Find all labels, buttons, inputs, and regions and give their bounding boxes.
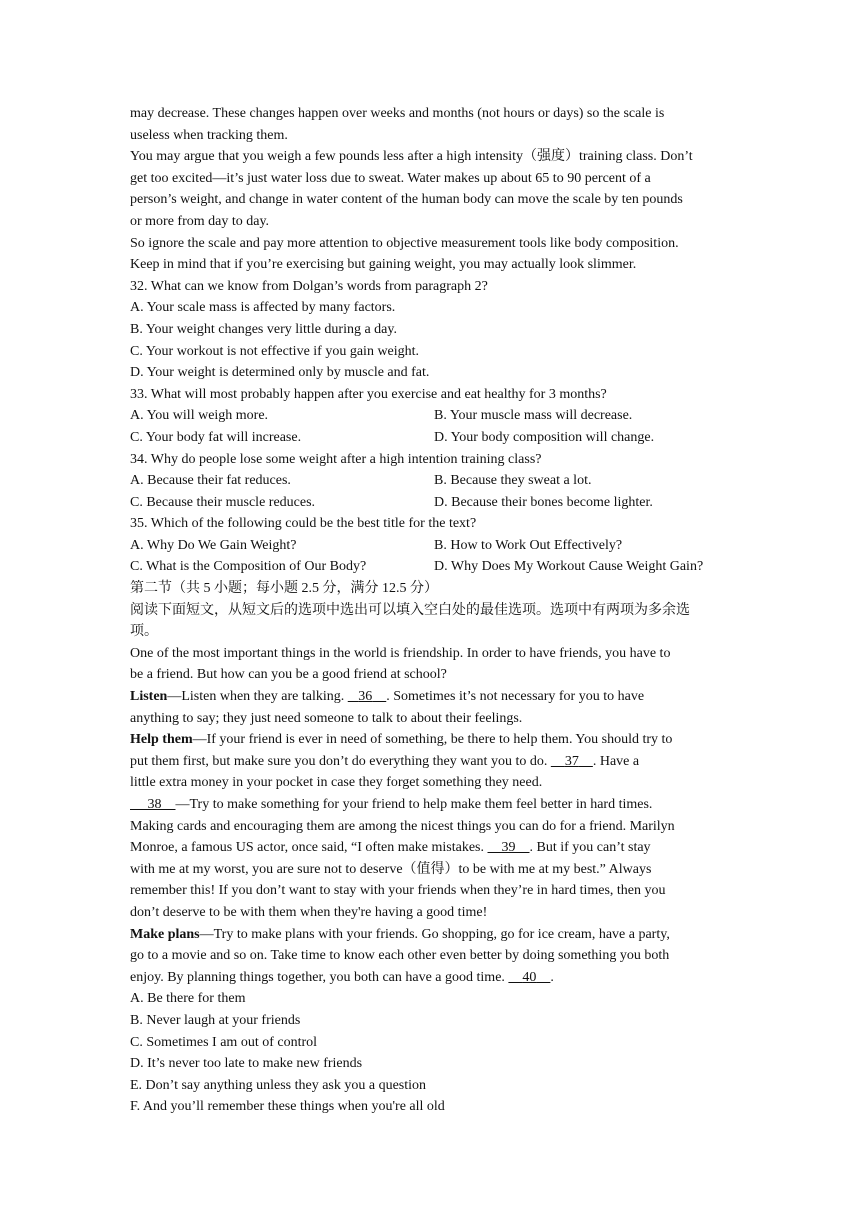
question-32-option-a: A. Your scale mass is affected by many factors. (130, 300, 396, 316)
question-34-option-b: B. Because they sweat a lot. (434, 473, 592, 489)
passage-line: One of the most important things in the world is friendship. In order to have friends, you have to (130, 645, 671, 661)
passage-line: enjoy. By planning things together, you both can have a good time. 40 . (130, 967, 735, 989)
paragraph-line: person’s weight, and change in water content of the human body can move the scale by ten pounds (130, 192, 683, 208)
subheading-listen: Listen (130, 689, 168, 705)
subheading-make-plans: Make plans (130, 926, 200, 942)
choice-option-f: F. And you’ll remember these things when you're all old (130, 1099, 445, 1115)
passage-line: Monroe, a famous US actor, once said, “I often make mistakes. 39 . But if you can’t stay (130, 837, 735, 859)
passage-line: with me at my worst, you are sure not to deserve（值得）to be with me at my best.” Always (130, 861, 652, 877)
paragraph-line: Keep in mind that if you’re exercising but gaining weight, you may actually look slimmer. (130, 257, 637, 273)
question-33-options-row (130, 427, 735, 449)
passage-line: anything to say; they just need someone to talk to about their feelings. (130, 710, 523, 726)
section-instruction: 阅读下面短文，从短文后的选项中选出可以填入空白处的最佳选项。选项中有两项为多余选 (130, 602, 690, 618)
passage-line: Help them—If your friend is ever in need of something, be there to help them. You should try to (130, 732, 673, 748)
blank-39: 39 (501, 840, 516, 856)
document-page (130, 103, 735, 1118)
question-34-option-d: D. Because their bones become lighter. (434, 494, 653, 510)
question-34-options-row (130, 470, 735, 492)
paragraph-line: or more from day to day. (130, 213, 270, 229)
question-34-option-c: C. Because their muscle reduces. (130, 494, 316, 510)
passage-line: don’t deserve to be with them when they're having a good time! (130, 904, 488, 920)
question-35-stem: 35. Which of the following could be the best title for the text? (130, 516, 477, 532)
question-32-option-b: B. Your weight changes very little during a day. (130, 321, 397, 337)
question-32-stem: 32. What can we know from Dolgan’s words from paragraph 2? (130, 278, 488, 294)
question-34-stem: 34. Why do people lose some weight after a high intention training class? (130, 451, 542, 467)
choice-option-b: B. Never laugh at your friends (130, 1012, 301, 1028)
blank-40: 40 (522, 969, 537, 985)
question-32-option-c: C. Your workout is not effective if you gain weight. (130, 343, 420, 359)
blank-38: 38 (147, 797, 162, 812)
paragraph-line: You may argue that you weigh a few pounds less after a high intensity（强度）training class. Don’t (130, 149, 693, 165)
question-35-option-c: C. What is the Composition of Our Body? (130, 559, 367, 575)
question-33-option-a: A. You will weigh more. (130, 408, 269, 424)
section-heading: 第二节（共 5 小题；每小题 2.5 分，满分 12.5 分） (130, 581, 438, 597)
blank-36: 36 (358, 689, 373, 705)
choice-option-e: E. Don’t say anything unless they ask you a question (130, 1077, 427, 1093)
choice-option-c: C. Sometimes I am out of control (130, 1034, 318, 1050)
blank-37: 37 (564, 753, 579, 769)
passage-line: remember this! If you don’t want to stay with your friends when they’re in hard times, then you (130, 883, 666, 899)
paragraph-line: useless when tracking them. (130, 127, 288, 143)
passage-line: Making cards and encouraging them are among the nicest things you can do for a friend. Marilyn (130, 818, 675, 834)
question-35-option-a: A. Why Do We Gain Weight? (130, 537, 297, 553)
question-33-option-c: C. Your body fat will increase. (130, 429, 302, 445)
choice-option-d: D. It’s never too late to make new friends (130, 1056, 363, 1072)
paragraph-line: get too excited—it’s just water loss due to sweat. Water makes up about 65 to 90 percent of a (130, 170, 651, 186)
question-32-option-d: D. Your weight is determined only by muscle and fat. (130, 365, 430, 381)
question-35-option-d: D. Why Does My Workout Cause Weight Gain? (434, 559, 704, 575)
passage-line: Make plans—Try to make plans with your friends. Go shopping, go for ice cream, have a party, (130, 926, 670, 942)
choice-option-a: A. Be there for them (130, 991, 246, 1007)
question-33-stem: 33. What will most probably happen after you exercise and eat healthy for 3 months? (130, 386, 607, 402)
passage-line: go to a movie and so on. Take time to know each other even better by doing something you both (130, 948, 670, 964)
question-35-option-b: B. How to Work Out Effectively? (434, 537, 623, 553)
paragraph-line: may decrease. These changes happen over weeks and months (not hours or days) so the scale is (130, 106, 665, 121)
passage-line: little extra money in your pocket in case they forget something they need. (130, 775, 543, 791)
passage-line: 38 —Try to make something for your friend to help make them feel better in hard times. (130, 794, 735, 816)
question-35-options-row (130, 535, 735, 557)
paragraph-line: So ignore the scale and pay more attention to objective measurement tools like body composition. (130, 235, 679, 251)
passage-line: Listen—Listen when they are talking. 36 . Sometimes it’s not necessary for you to have (130, 686, 735, 708)
question-33-option-d: D. Your body composition will change. (434, 429, 655, 445)
question-35-options-row (130, 556, 735, 578)
question-34-options-row (130, 492, 735, 514)
passage-line: be a friend. But how can you be a good friend at school? (130, 667, 447, 683)
question-34-option-a: A. Because their fat reduces. (130, 473, 291, 489)
question-33-options-row (130, 405, 735, 427)
subheading-help-them: Help them (130, 732, 193, 748)
passage-line: put them first, but make sure you don’t do everything they want you to do. 37 . Have a (130, 751, 735, 773)
question-33-option-b: B. Your muscle mass will decrease. (434, 408, 633, 424)
section-instruction: 项。 (130, 624, 158, 640)
